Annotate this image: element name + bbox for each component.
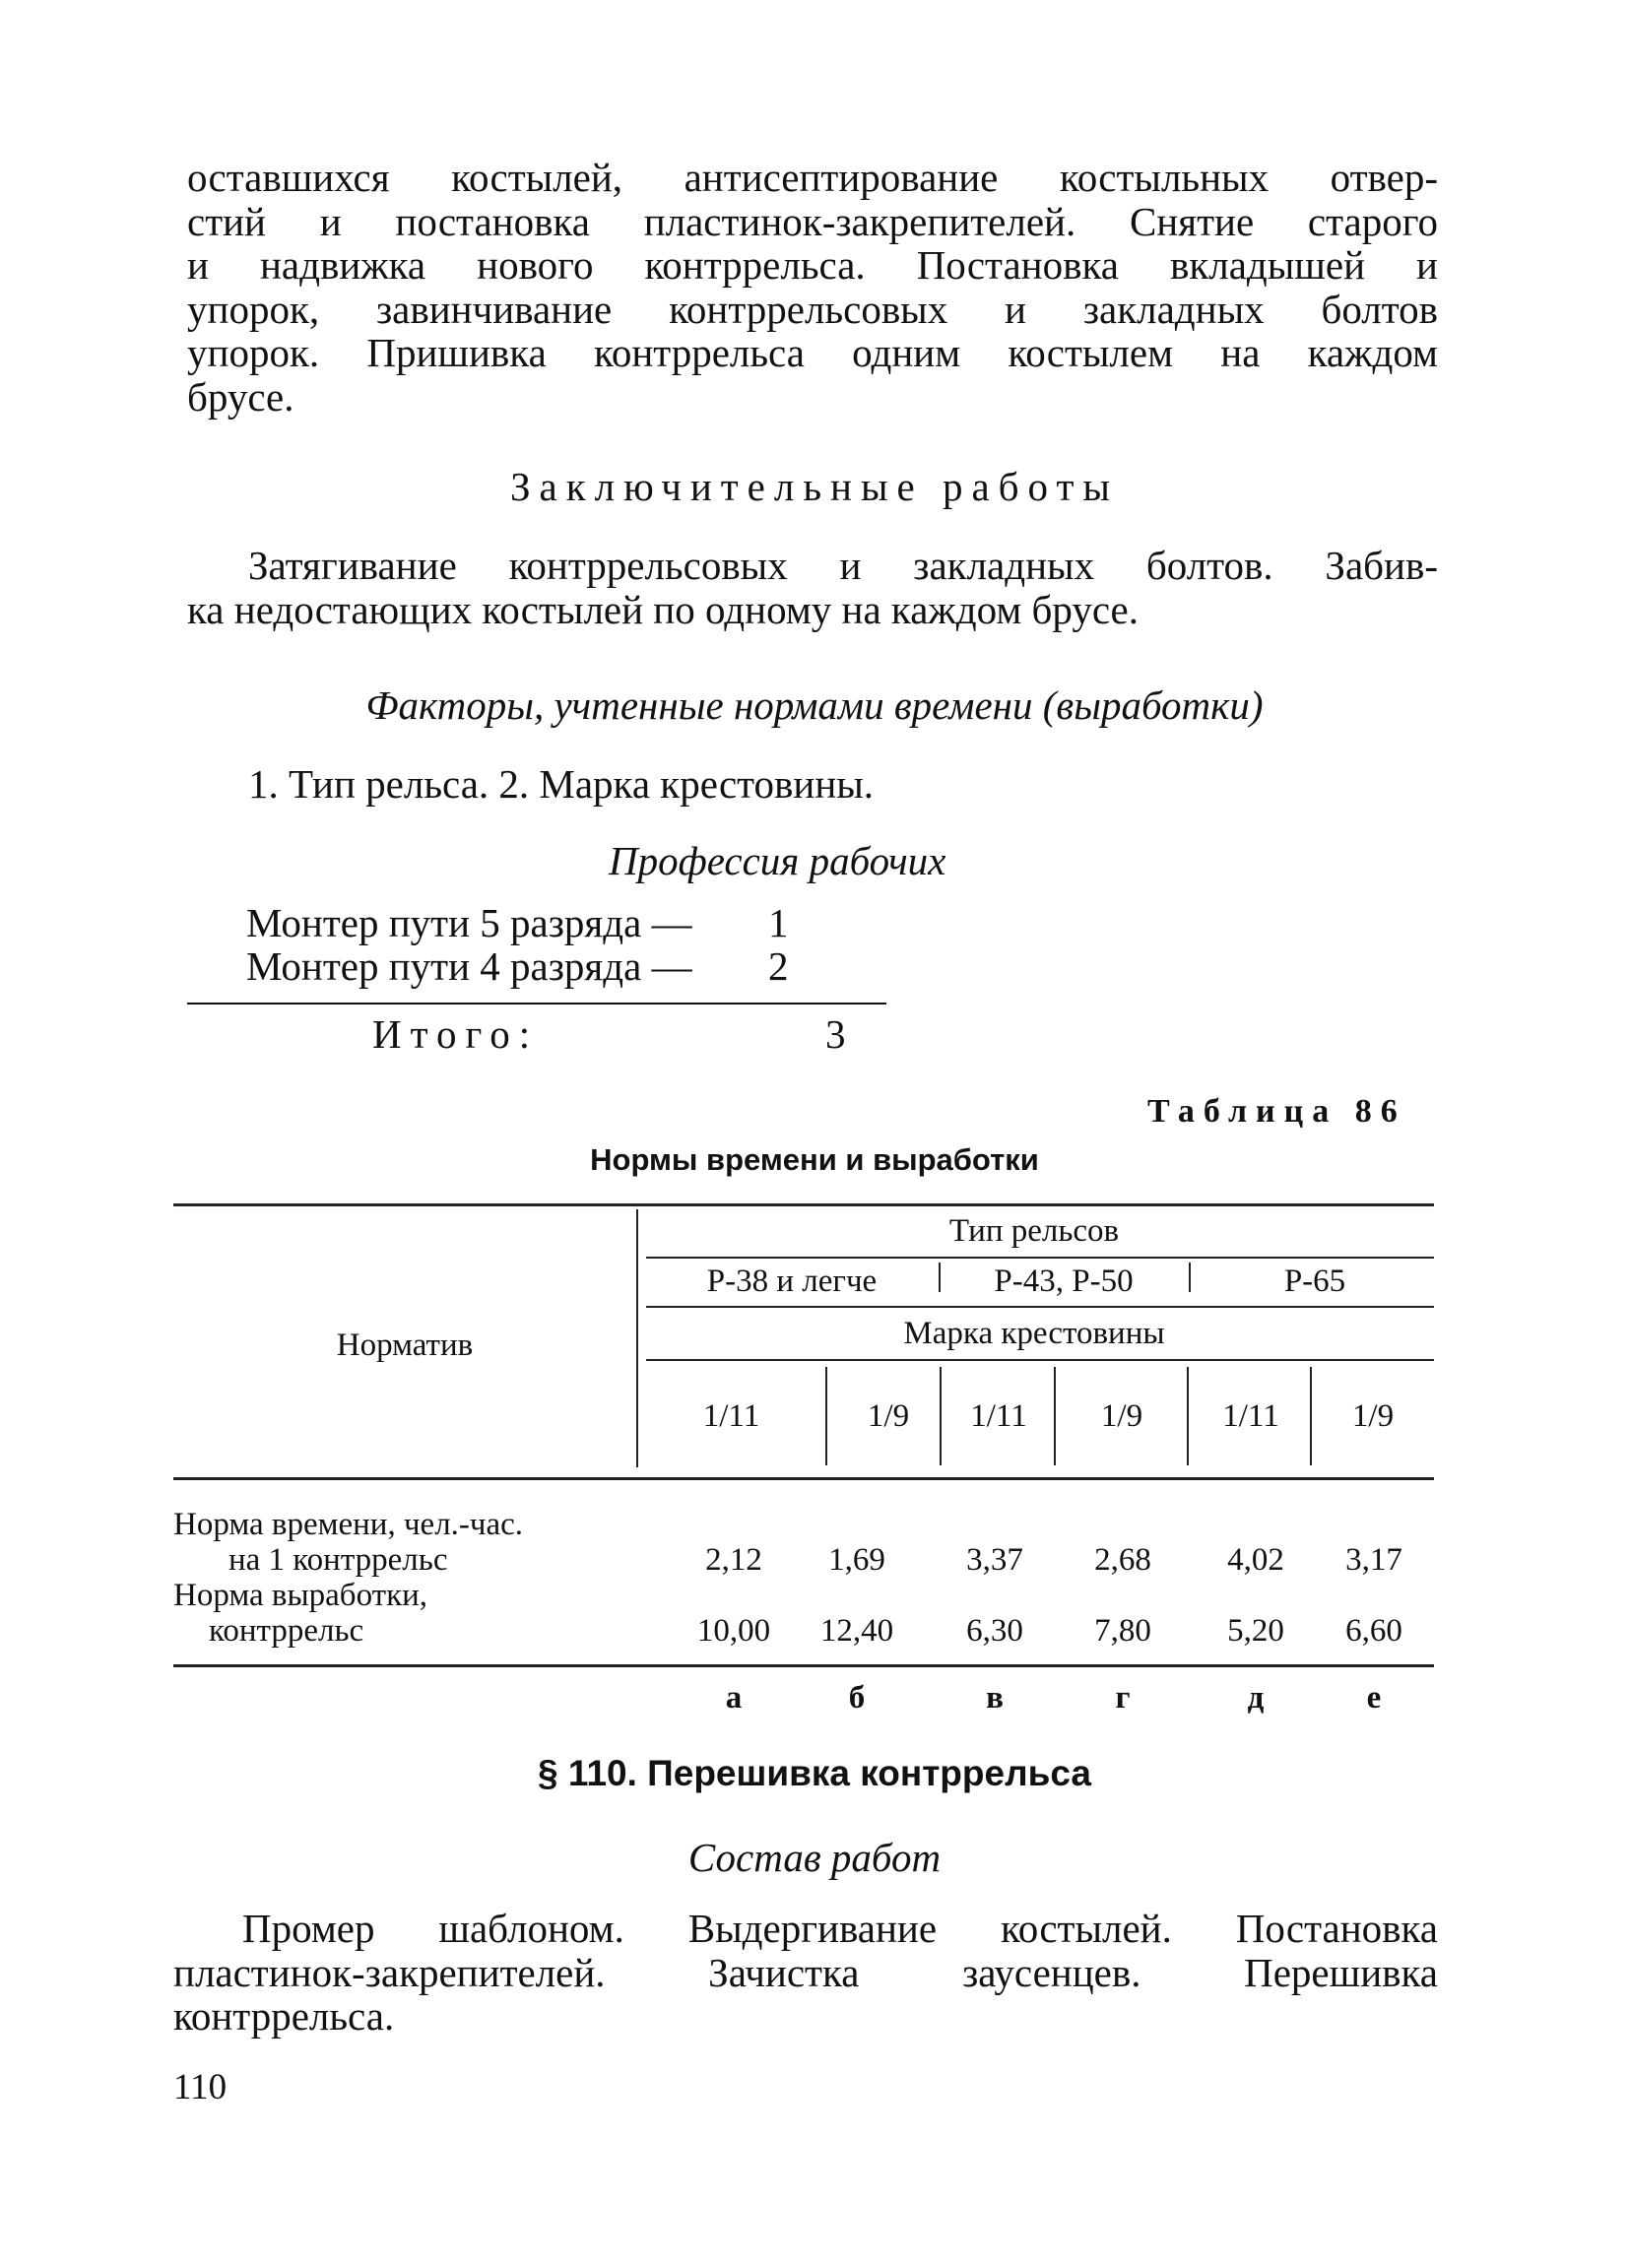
table-top-rule <box>173 1203 1434 1206</box>
rule <box>646 1359 1434 1361</box>
time-norm-f: 3,17 <box>1345 1542 1402 1578</box>
time-norm-d: 2,68 <box>1094 1542 1151 1578</box>
total-label: Итого: <box>372 1011 540 1057</box>
rail-type-header: Тип рельсов <box>948 1213 1120 1249</box>
frog-col-b: 1/9 <box>867 1398 910 1434</box>
frog-col-a: 1/11 <box>702 1398 760 1434</box>
rule <box>646 1257 1434 1259</box>
workers-list <box>246 901 789 988</box>
factors-text: 1. Тип рельса. 2. Марка крестовины. <box>248 761 875 807</box>
text-line: упорок. Пришивка контррельса одним костылем на каждом <box>187 330 1438 375</box>
frog-header: Марка крестовины <box>903 1316 1165 1351</box>
row-label-line: Норма выработки, <box>173 1578 428 1613</box>
total-value: 3 <box>825 1011 846 1057</box>
frog-col-e: 1/11 <box>1222 1398 1279 1434</box>
rule <box>1054 1367 1056 1465</box>
row-label-line: Норма времени, чел.-час. <box>173 1507 524 1542</box>
output-norm-e: 5,20 <box>1227 1613 1284 1649</box>
text-line: стий и постановка пластинок-закрепителей. Снятие старого <box>187 198 1438 244</box>
table-number: Таблица 86 <box>1147 1093 1406 1130</box>
row-label-line: контррельс <box>209 1613 364 1649</box>
worker-row <box>246 944 789 988</box>
text-line: пластинок-закрепителей. Зачистка заусенцев. Перешивка <box>173 1949 1438 1995</box>
worker-count: 1 <box>768 900 789 945</box>
frog-col-f: 1/9 <box>1351 1398 1395 1434</box>
composition-heading: Состав работ <box>687 1835 942 1880</box>
worker-title: Монтер пути 5 разряда — <box>246 900 692 945</box>
text-line: ка недостающих костылей по одному на каждом брусе. <box>187 586 1139 632</box>
row-label-output-norm <box>173 1578 427 1649</box>
factors-heading: Факторы, учтенные нормами времени (выработки) <box>365 682 1264 728</box>
rule <box>1187 1367 1189 1465</box>
rail-type-p43-p50: Р-43, Р-50 <box>994 1264 1134 1299</box>
table-title: Нормы времени и выработки <box>590 1142 1039 1177</box>
text-line: и надвижка нового контррельса. Постановка вкладышей и <box>187 242 1438 288</box>
worker-row <box>246 901 789 944</box>
frog-col-d: 1/9 <box>1100 1398 1143 1434</box>
total-divider <box>187 1003 886 1004</box>
profession-heading: Профессия рабочих <box>609 838 946 883</box>
table-header-divider <box>636 1209 638 1467</box>
row-label-line: на 1 контррельс <box>228 1542 448 1578</box>
column-letter-a: а <box>725 1680 743 1716</box>
output-norm-b: 12,40 <box>819 1613 894 1649</box>
table-header-bottom-rule <box>173 1477 1434 1480</box>
rule <box>940 1367 942 1465</box>
column-letter-d: г <box>1115 1680 1131 1716</box>
rail-type-p38: Р-38 и легче <box>706 1264 878 1299</box>
row-label-time-norm <box>173 1507 523 1578</box>
text-line: Затягивание контррельсовых и закладных болтов. Забив- <box>248 543 1438 588</box>
text-line: Промер шаблоном. Выдергивание костылей. Постановка <box>242 1906 1438 1951</box>
worker-title: Монтер пути 4 разряда — <box>246 943 692 989</box>
page-number: 110 <box>173 2067 228 2107</box>
column-letter-f: е <box>1366 1680 1382 1716</box>
column-letter-c: в <box>986 1680 1004 1716</box>
rule <box>646 1306 1434 1308</box>
time-norm-a: 2,12 <box>705 1542 762 1578</box>
composition-paragraph <box>173 1907 1438 2039</box>
rule <box>825 1367 827 1465</box>
text-line: контррельса. <box>173 1993 395 2039</box>
text-line: оставшихся костылей, антисептирование костыльных отвер- <box>187 155 1438 200</box>
output-norm-a: 10,00 <box>696 1613 771 1649</box>
intro-paragraph <box>187 156 1438 419</box>
output-norm-d: 7,80 <box>1094 1613 1151 1649</box>
text-line: упорок, завинчивание контррельсовых и закладных болтов <box>187 286 1438 332</box>
final-works-heading: Заключительные работы <box>510 464 1119 509</box>
frog-col-c: 1/11 <box>970 1398 1027 1434</box>
rule <box>1310 1367 1312 1465</box>
time-norm-e: 4,02 <box>1227 1542 1284 1578</box>
final-works-paragraph <box>187 544 1438 631</box>
worker-count: 2 <box>768 943 789 989</box>
time-norm-b: 1,69 <box>828 1542 885 1578</box>
output-norm-f: 6,60 <box>1345 1613 1402 1649</box>
section-heading: § 110. Перешивка контррельса <box>538 1753 1091 1793</box>
norm-header: Норматив <box>336 1328 474 1363</box>
output-norm-c: 6,30 <box>966 1613 1023 1649</box>
rail-type-p65: Р-65 <box>1283 1264 1346 1299</box>
rule <box>1189 1263 1191 1292</box>
table-bottom-rule <box>173 1664 1434 1667</box>
column-letter-b: б <box>848 1680 866 1716</box>
text-line: брусе. <box>187 373 294 420</box>
time-norm-c: 3,37 <box>966 1542 1023 1578</box>
column-letter-e: д <box>1247 1680 1265 1716</box>
